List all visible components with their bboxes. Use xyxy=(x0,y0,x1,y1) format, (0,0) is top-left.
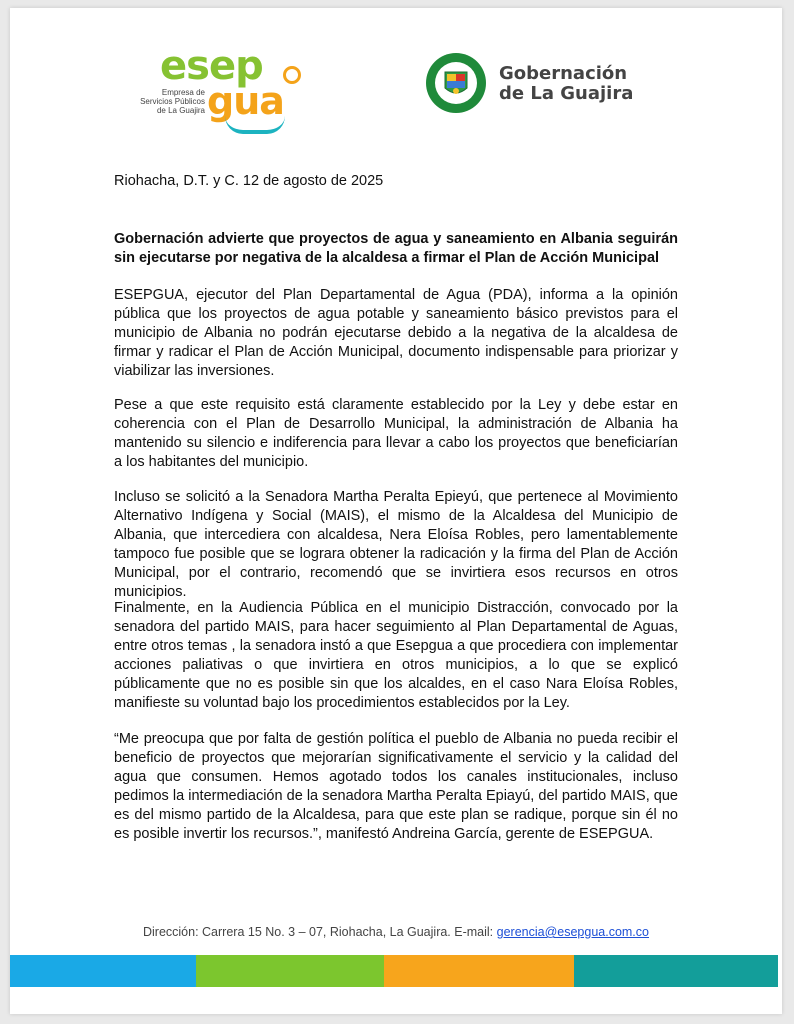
footer-address xyxy=(10,925,782,939)
date-line: Riohacha, D.T. y C. 12 de agosto de 2025 xyxy=(114,173,384,189)
paragraph: Incluso se solicitó a la Senadora Martha Peralta Epieyú, que pertenece al Movimiento Alternativo Indígena y Social (MAIS), el mismo de la Alcaldesa del Municipio de Albania, que intercediera con alcaldesa, Nera Eloísa Robles, pero lamentablemente tampoco fue posible que se lograra obtener la radicación y la firma del Plan de Acción Municipal, por el contrario, recomendó que se invirtiera esos recursos en otros municipios. xyxy=(114,489,678,600)
logo-subtitle xyxy=(125,88,205,115)
logo-smile-icon xyxy=(225,116,285,134)
logo-esep-word: esep xyxy=(160,43,263,89)
gobernacion-line1: Gobernación xyxy=(499,63,628,84)
document-page xyxy=(10,8,782,1014)
logo-subtitle-line: de La Guajira xyxy=(156,106,205,115)
email-link[interactable]: gerencia@esepgua.com.co xyxy=(496,925,649,939)
gobernacion-line2: de La Guajira xyxy=(499,83,634,104)
gobernacion-seal-icon xyxy=(425,52,487,114)
logo-gua-word: gua xyxy=(207,79,284,123)
esepgua-logo xyxy=(125,38,325,138)
color-bar-teal xyxy=(574,955,778,987)
color-bar-blue xyxy=(10,955,196,987)
headline: Gobernación advierte que proyectos de agua y saneamiento en Albania seguirán sin ejecutarse por negativa de la alcaldesa a firmar el Plan de Acción Municipal xyxy=(114,231,678,266)
color-bar-green xyxy=(196,955,384,987)
paragraph: Finalmente, en la Audiencia Pública en el municipio Distracción, convocado por la senadora del partido MAIS, para hacer seguimiento al Plan Departamental de Aguas, entre otros temas , la senadora instó a que Esepgua a que procediera con implementar acciones paliativas o que invirtiera en otros municipios, a lo que se explicó públicamente que no es posible sin que los alcaldes, en el caso Nara Eloísa Robles, manifieste su voluntad bajo los procedimientos establecidos por la Ley. xyxy=(114,600,678,711)
footer-address-text: Dirección: Carrera 15 No. 3 – 07, Riohacha, La Guajira. E-mail: xyxy=(142,925,497,939)
color-bar-orange xyxy=(384,955,574,987)
paragraph: Pese a que este requisito está claramente establecido por la Ley y debe estar en coherencia con el Plan de Desarrollo Municipal, la administración de Albania ha mantenido su silencio e indiferencia para llevar a cabo los proyectos que beneficiarían a los habitantes del municipio. xyxy=(114,397,678,470)
gobernacion-name xyxy=(499,64,633,104)
quote-paragraph: “Me preocupa que por falta de gestión política el pueblo de Albania no pueda recibir el beneficio de proyectos que mejorarían significativamente el servicio y la calidad del agua que consumen. Hemos agotado todos los canales institucionales, incluso pedimos la intermediación de la senadora Martha Peralta Epiayú, del partido MAIS, que es del mismo partido de la Alcaldesa, para que este plan se radique, porque sin él no es posible invertir los recursos.”, manifestó Andreina García, gerente de ESEPGUA. xyxy=(114,731,678,842)
gobernacion-logo xyxy=(425,52,655,122)
logo-subtitle-line: Servicios Públicos xyxy=(140,97,205,106)
paragraph: ESEPGUA, ejecutor del Plan Departamental de Agua (PDA), informa a la opinión pública que los proyectos de agua potable y saneamiento básico previstos para el municipio de Albania no podrán ejecutarse debido a la negativa de la alcaldesa de firmar y radicar el Plan de Acción Municipal, documento indispensable para priorizar y viabilizar las inversiones. xyxy=(114,287,678,379)
logo-subtitle-line: Empresa de xyxy=(161,88,205,97)
logo-ring-icon xyxy=(283,66,301,84)
